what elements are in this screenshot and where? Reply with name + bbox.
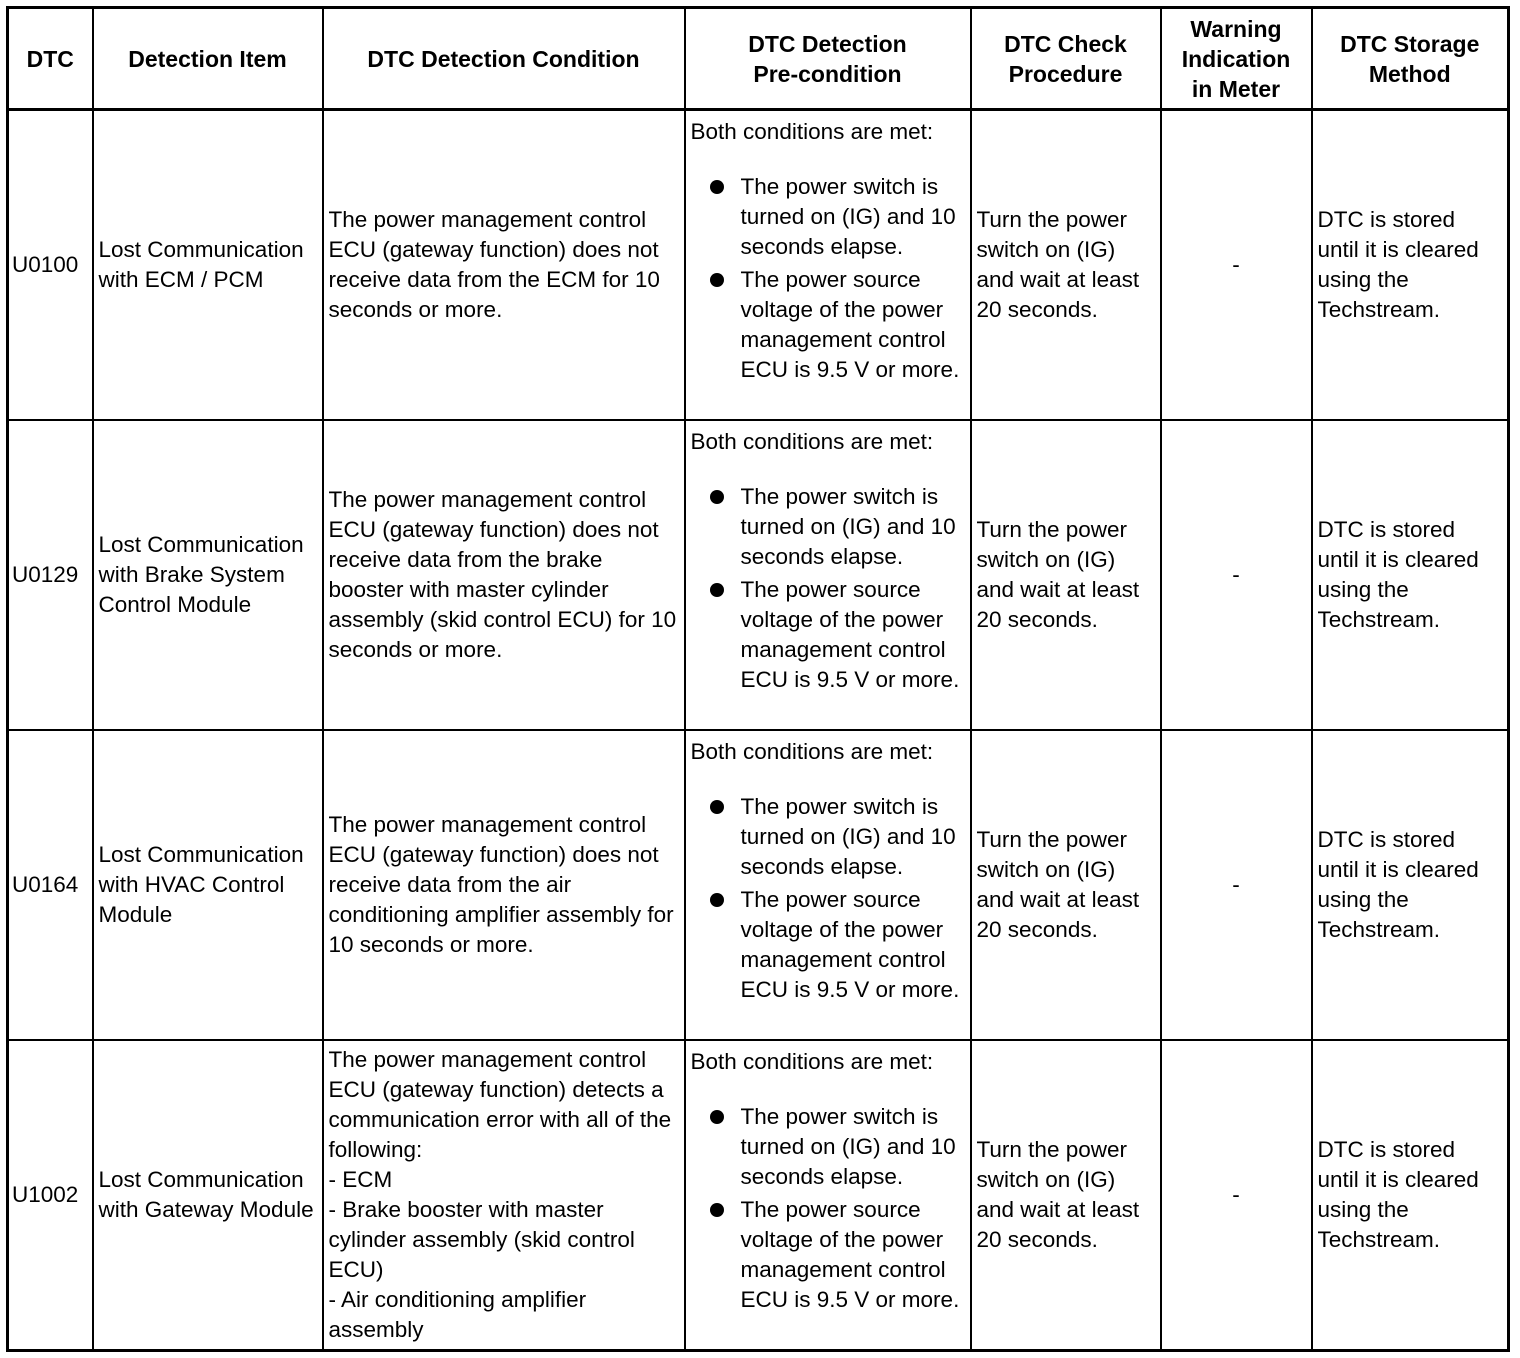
detection-item: Lost Communication with HVAC Control Module bbox=[93, 730, 323, 1040]
storage-method: DTC is stored until it is cleared using the Techstream. bbox=[1312, 420, 1509, 730]
bullet-item: The power switch is turned on (IG) and 10 seconds elapse. bbox=[691, 482, 965, 572]
bullet-item: The power switch is turned on (IG) and 10 seconds elapse. bbox=[691, 792, 965, 882]
table-row bbox=[8, 420, 1509, 730]
table-row bbox=[8, 110, 1509, 420]
check-procedure: Turn the power switch on (IG) and wait at least 20 seconds. bbox=[971, 420, 1161, 730]
storage-method: DTC is stored until it is cleared using the Techstream. bbox=[1312, 730, 1509, 1040]
header-detection-item: Detection Item bbox=[93, 8, 323, 110]
header-warning-indication: Warning Indication in Meter bbox=[1161, 8, 1312, 110]
bullet-item: The power source voltage of the power management control ECU is 9.5 V or more. bbox=[691, 575, 965, 695]
detection-condition: The power management control ECU (gateway function) does not receive data from the air conditioning amplifier assembly for 10 seconds or more. bbox=[323, 730, 685, 1040]
header-storage-method: DTC Storage Method bbox=[1312, 8, 1509, 110]
table-row bbox=[8, 1040, 1509, 1350]
bullet-item: The power source voltage of the power management control ECU is 9.5 V or more. bbox=[691, 265, 965, 385]
dtc-code: U1002 bbox=[8, 1040, 93, 1350]
detection-item: Lost Communication with ECM / PCM bbox=[93, 110, 323, 420]
header-detection-condition: DTC Detection Condition bbox=[323, 8, 685, 110]
detection-condition: The power management control ECU (gateway function) does not receive data from the brake booster with master cylinder assembly (skid control ECU) for 10 seconds or more. bbox=[323, 420, 685, 730]
dtc-table bbox=[6, 6, 1510, 1352]
detection-item: Lost Communication with Brake System Control Module bbox=[93, 420, 323, 730]
header-precondition: DTC Detection Pre-condition bbox=[685, 8, 971, 110]
warning-indication: - bbox=[1161, 730, 1312, 1040]
header-row bbox=[8, 8, 1509, 110]
warning-indication: - bbox=[1161, 420, 1312, 730]
check-procedure: Turn the power switch on (IG) and wait at least 20 seconds. bbox=[971, 1040, 1161, 1350]
bullet-item: The power source voltage of the power management control ECU is 9.5 V or more. bbox=[691, 1195, 965, 1315]
detection-item: Lost Communication with Gateway Module bbox=[93, 1040, 323, 1350]
detection-precondition: Both conditions are met: The power switch is turned on (IG) and 10 seconds elapse. The power source voltage of the power management control ECU is 9.5 V or more. bbox=[685, 110, 971, 420]
bullet-item: The power switch is turned on (IG) and 10 seconds elapse. bbox=[691, 1102, 965, 1192]
header-dtc: DTC bbox=[8, 8, 93, 110]
storage-method: DTC is stored until it is cleared using the Techstream. bbox=[1312, 110, 1509, 420]
header-check-procedure: DTC Check Procedure bbox=[971, 8, 1161, 110]
detection-precondition: Both conditions are met: The power switch is turned on (IG) and 10 seconds elapse. The power source voltage of the power management control ECU is 9.5 V or more. bbox=[685, 420, 971, 730]
warning-indication: - bbox=[1161, 1040, 1312, 1350]
dtc-code: U0129 bbox=[8, 420, 93, 730]
detection-condition: The power management control ECU (gateway function) does not receive data from the ECM for 10 seconds or more. bbox=[323, 110, 685, 420]
table-row bbox=[8, 730, 1509, 1040]
check-procedure: Turn the power switch on (IG) and wait at least 20 seconds. bbox=[971, 730, 1161, 1040]
bullet-item: The power source voltage of the power management control ECU is 9.5 V or more. bbox=[691, 885, 965, 1005]
detection-precondition: Both conditions are met: The power switch is turned on (IG) and 10 seconds elapse. The power source voltage of the power management control ECU is 9.5 V or more. bbox=[685, 1040, 971, 1350]
storage-method: DTC is stored until it is cleared using the Techstream. bbox=[1312, 1040, 1509, 1350]
dtc-code: U0164 bbox=[8, 730, 93, 1040]
check-procedure: Turn the power switch on (IG) and wait at least 20 seconds. bbox=[971, 110, 1161, 420]
warning-indication: - bbox=[1161, 110, 1312, 420]
detection-precondition: Both conditions are met: The power switch is turned on (IG) and 10 seconds elapse. The power source voltage of the power management control ECU is 9.5 V or more. bbox=[685, 730, 971, 1040]
dtc-code: U0100 bbox=[8, 110, 93, 420]
detection-condition: The power management control ECU (gateway function) detects a communication error with all of the following: - ECM - Brake booster with master cylinder assembly (skid control ECU) - Air conditioning amplifier assembly bbox=[323, 1040, 685, 1350]
bullet-item: The power switch is turned on (IG) and 10 seconds elapse. bbox=[691, 172, 965, 262]
